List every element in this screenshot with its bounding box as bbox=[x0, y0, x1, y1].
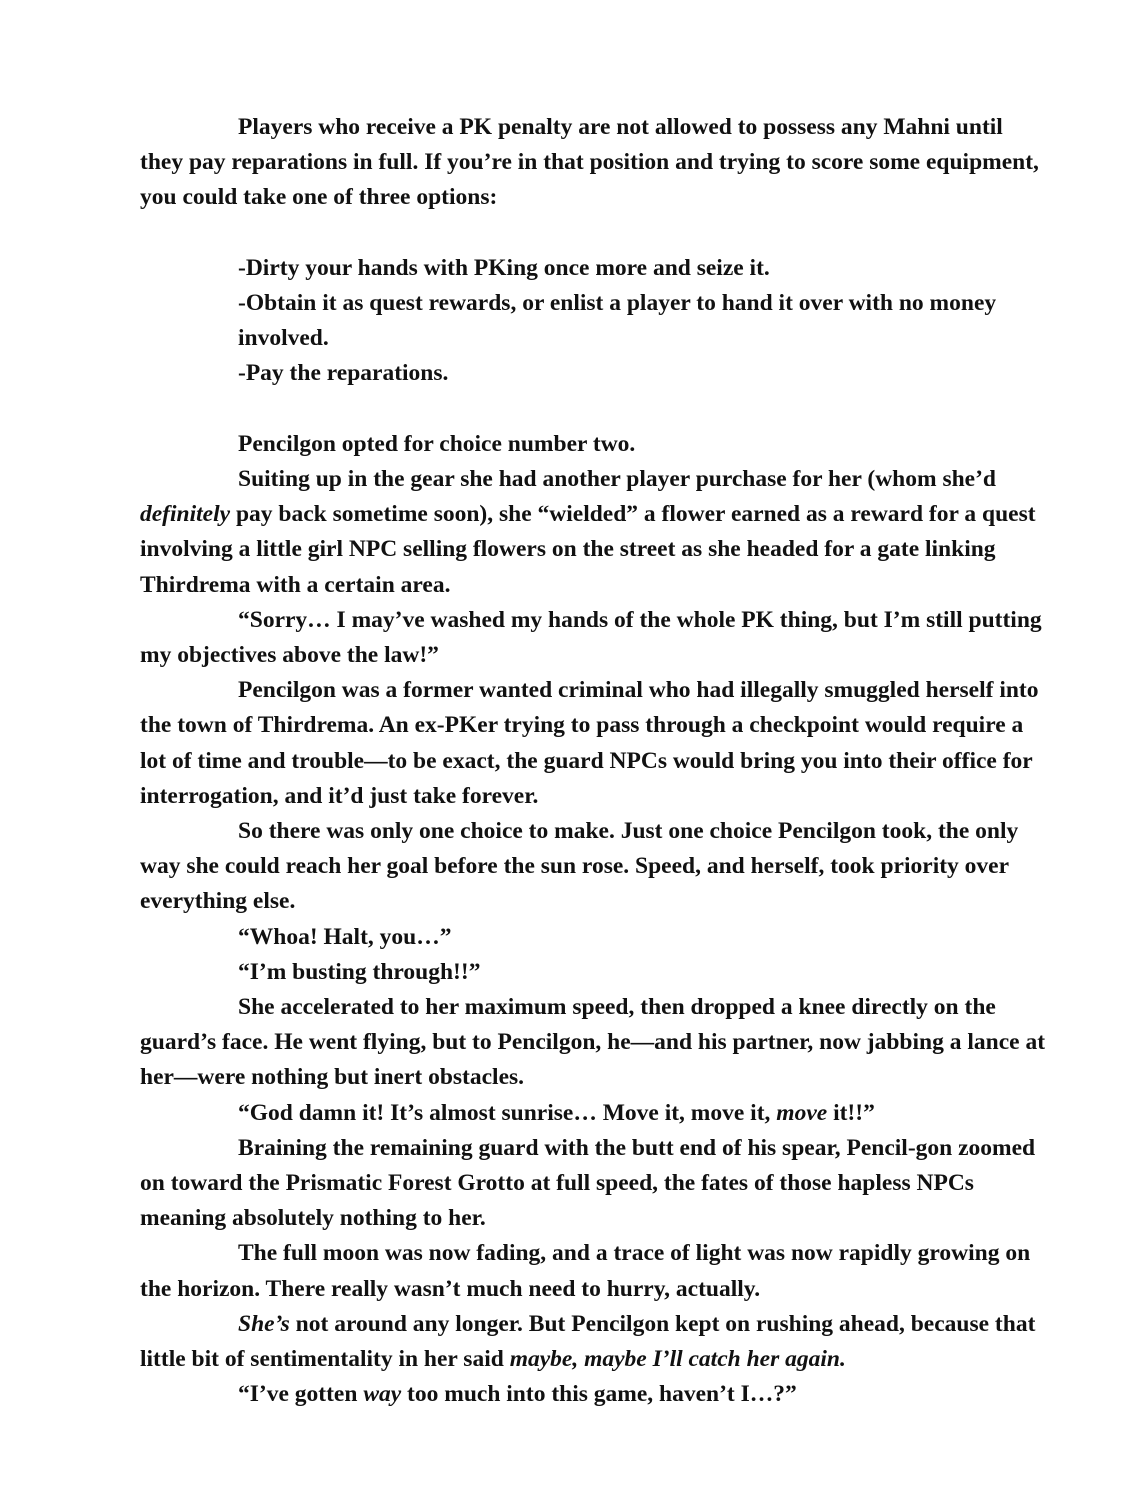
book-page bbox=[140, 110, 1045, 1412]
paragraph-dialogue-busting: “I’m busting through!!” bbox=[238, 958, 481, 985]
text-run: not around any longer. But Pencilgon kept on rushing ahead, because that little bit of sentimentality in her said bbox=[140, 1310, 1036, 1373]
text-run: it!!” bbox=[827, 1099, 875, 1126]
text-run: “God damn it! It’s almost sunrise… Move it, move it, bbox=[238, 1099, 777, 1126]
options-list bbox=[140, 251, 1045, 392]
text-run: Suiting up in the gear she had another player purchase for her (whom she’d bbox=[238, 466, 996, 492]
paragraph-dialogue-halt: “Whoa! Halt, you…” bbox=[238, 923, 452, 950]
list-item-option-2: -Obtain it as quest rewards, or enlist a player to hand it over with no money involved. bbox=[238, 290, 997, 352]
paragraph-wanted-criminal: Pencilgon was a former wanted criminal who had illegally smuggled herself into the town of Thirdrema. An ex-PKer trying to pass through a checkpoint would require a lot of time and trouble—to be exact, the guard NPCs would bring you into their office for interrogation, and it’d just take forever. bbox=[140, 677, 1039, 809]
paragraph-dialogue-way-too-much bbox=[140, 1377, 1045, 1412]
paragraph-choice-two: Pencilgon opted for choice number two. bbox=[238, 430, 636, 457]
text-run: “I’ve gotten bbox=[238, 1381, 364, 1408]
paragraph-dialogue-sorry: “Sorry… I may’ve washed my hands of the whole PK thing, but I’m still putting my objectives above the law!” bbox=[140, 606, 1042, 669]
paragraph-dialogue-move-it bbox=[140, 1096, 1045, 1131]
emphasis-text: move bbox=[776, 1099, 828, 1126]
paragraph-suiting-up bbox=[140, 462, 1045, 603]
paragraph-pk-penalty: Players who receive a PK penalty are not allowed to possess any Mahni until they pay reparations in full. If you’re in that position and trying to score some equipment, you could take one of three options: bbox=[140, 114, 1039, 211]
blank-line bbox=[140, 216, 1045, 251]
text-run: pay back sometime soon), she “wielded” a flower earned as a reward for a quest involving a little girl NPC selling flowers on the street as she headed for a gate linking Thirdrema with a certain area. bbox=[140, 501, 1036, 598]
paragraph-knee-drop: She accelerated to her maximum speed, then dropped a knee directly on the guard’s face. He went flying, but to Pencilgon, he—and his partner, now jabbing a lance at her—were nothing but inert obstacles. bbox=[140, 994, 1046, 1091]
list-item-option-1: -Dirty your hands with PKing once more and seize it. bbox=[238, 254, 770, 281]
blank-line bbox=[140, 392, 1045, 427]
paragraph-full-moon: The full moon was now fading, and a trace of light was now rapidly growing on the horizon. There really wasn’t much need to hurry, actually. bbox=[140, 1240, 1031, 1302]
paragraph-one-choice: So there was only one choice to make. Just one choice Pencilgon took, the only way she could reach her goal before the sun rose. Speed, and herself, took priority over everything else. bbox=[140, 818, 1019, 915]
emphasis-text: She’s bbox=[238, 1310, 290, 1337]
emphasis-text: maybe, maybe I’ll catch her again. bbox=[509, 1346, 846, 1373]
paragraph-braining-guard: Braining the remaining guard with the butt end of his spear, Pencil-gon zoomed on toward the Prismatic Forest Grotto at full speed, the fates of those hapless NPCs meaning absolutely nothing to her. bbox=[140, 1134, 1036, 1232]
paragraph-not-around bbox=[140, 1307, 1045, 1377]
list-item-option-3: -Pay the reparations. bbox=[238, 360, 449, 387]
emphasis-text: way bbox=[363, 1381, 402, 1408]
text-run: too much into this game, haven’t I…?” bbox=[401, 1381, 797, 1408]
emphasis-text: definitely bbox=[140, 501, 231, 528]
